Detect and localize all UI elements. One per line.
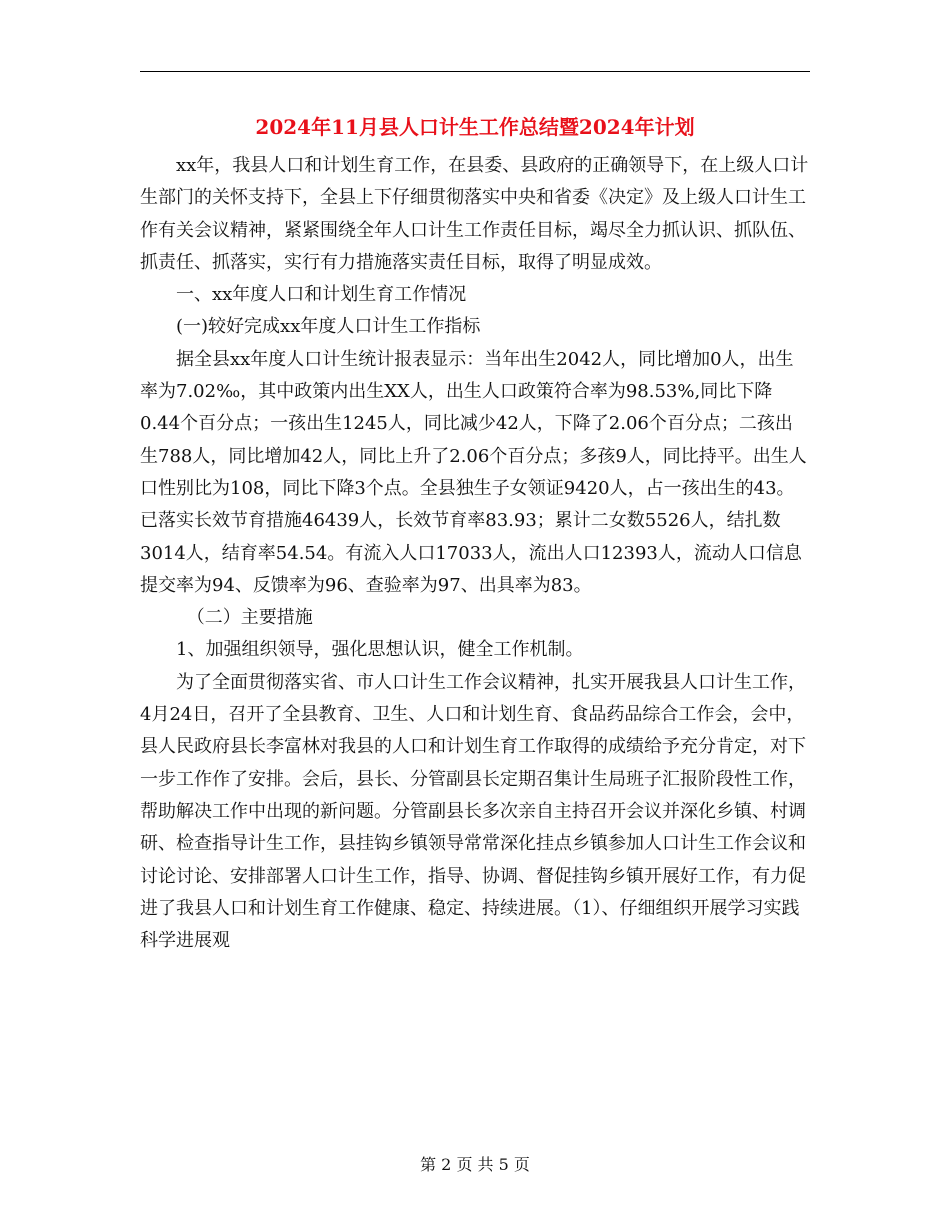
header-rule: [140, 71, 810, 72]
subsection-heading-1: (一)较好完成xx年度人口计生工作指标: [176, 316, 481, 338]
document-body: [140, 150, 810, 957]
page-footer: 第 2 页 共 5 页: [420, 1155, 530, 1174]
measures-paragraph: 为了全面贯彻落实省、市人口计生工作会议精神，扎实开展我县人口计生工作，4月24日，召开了全县教育、卫生、人口和计划生育、食品药品综合工作会，会中，县人民政府县长李富林对我县的人口和计划生育工作取得的成绩给予充分肯定，对下一步工作作了安排。会后，县长、分管副县长定期召集计生局班子汇报阶段性工作，帮助解决工作中出现的新问题。分管副县长多次亲自主持召开会议并深化乡镇、村调研、检查指导计生工作，县挂钩乡镇领导常常深化挂点乡镇参加人口计生工作会议和讨论讨论、安排部署人口计生工作，指导、协调、督促挂钩乡镇开展好工作，有力促进了我县人口和计划生育工作健康、稳定、持续进展。（1）、仔细组织开展学习实践科学进展观: [140, 671, 806, 952]
document-title: 2024年11月县人口计生工作总结暨2024年计划: [255, 115, 695, 139]
intro-paragraph: xx年，我县人口和计划生育工作，在县委、县政府的正确领导下，在上级人口计生部门的关怀支持下，全县上下仔细贯彻落实中央和省委《决定》及上级人口计生工作有关会议精神，紧紧围绕全年人口计生工作责任目标，竭尽全力抓认识、抓队伍、抓责任、抓落实，实行有力措施落实责任目标，取得了明显成效。: [140, 155, 809, 273]
subsection-heading-2: （二）主要措施: [186, 607, 313, 629]
statistics-paragraph: 据全县xx年度人口计生统计报表显示：当年出生2042人，同比增加0人，出生率为7.02‰，其中政策内出生XX人，出生人口政策符合率为98.53%,同比下降0.44个百分点；一孩出生1245人，同比减少42人，下降了2.06个百分点；二孩出生788人，同比增加42人，同比上升了2.06个百分点；多孩9人，同比持平。出生人口性别比为108，同比下降3个点。全县独生子女领证9420人，占一孩出生的43。已落实长效节育措施46439人，长效节育率83.93；累计二女数5526人，结扎数3014人，结育率54.54。有流入人口17033人，流出人口12393人，流动人口信息提交率为94、反馈率为96、查验率为97、出具率为83。: [140, 348, 807, 596]
section-heading-1: 一、xx年度人口和计划生育工作情况: [176, 284, 467, 306]
measure-heading-1: 1、加强组织领导，强化思想认识，健全工作机制。: [176, 639, 584, 661]
